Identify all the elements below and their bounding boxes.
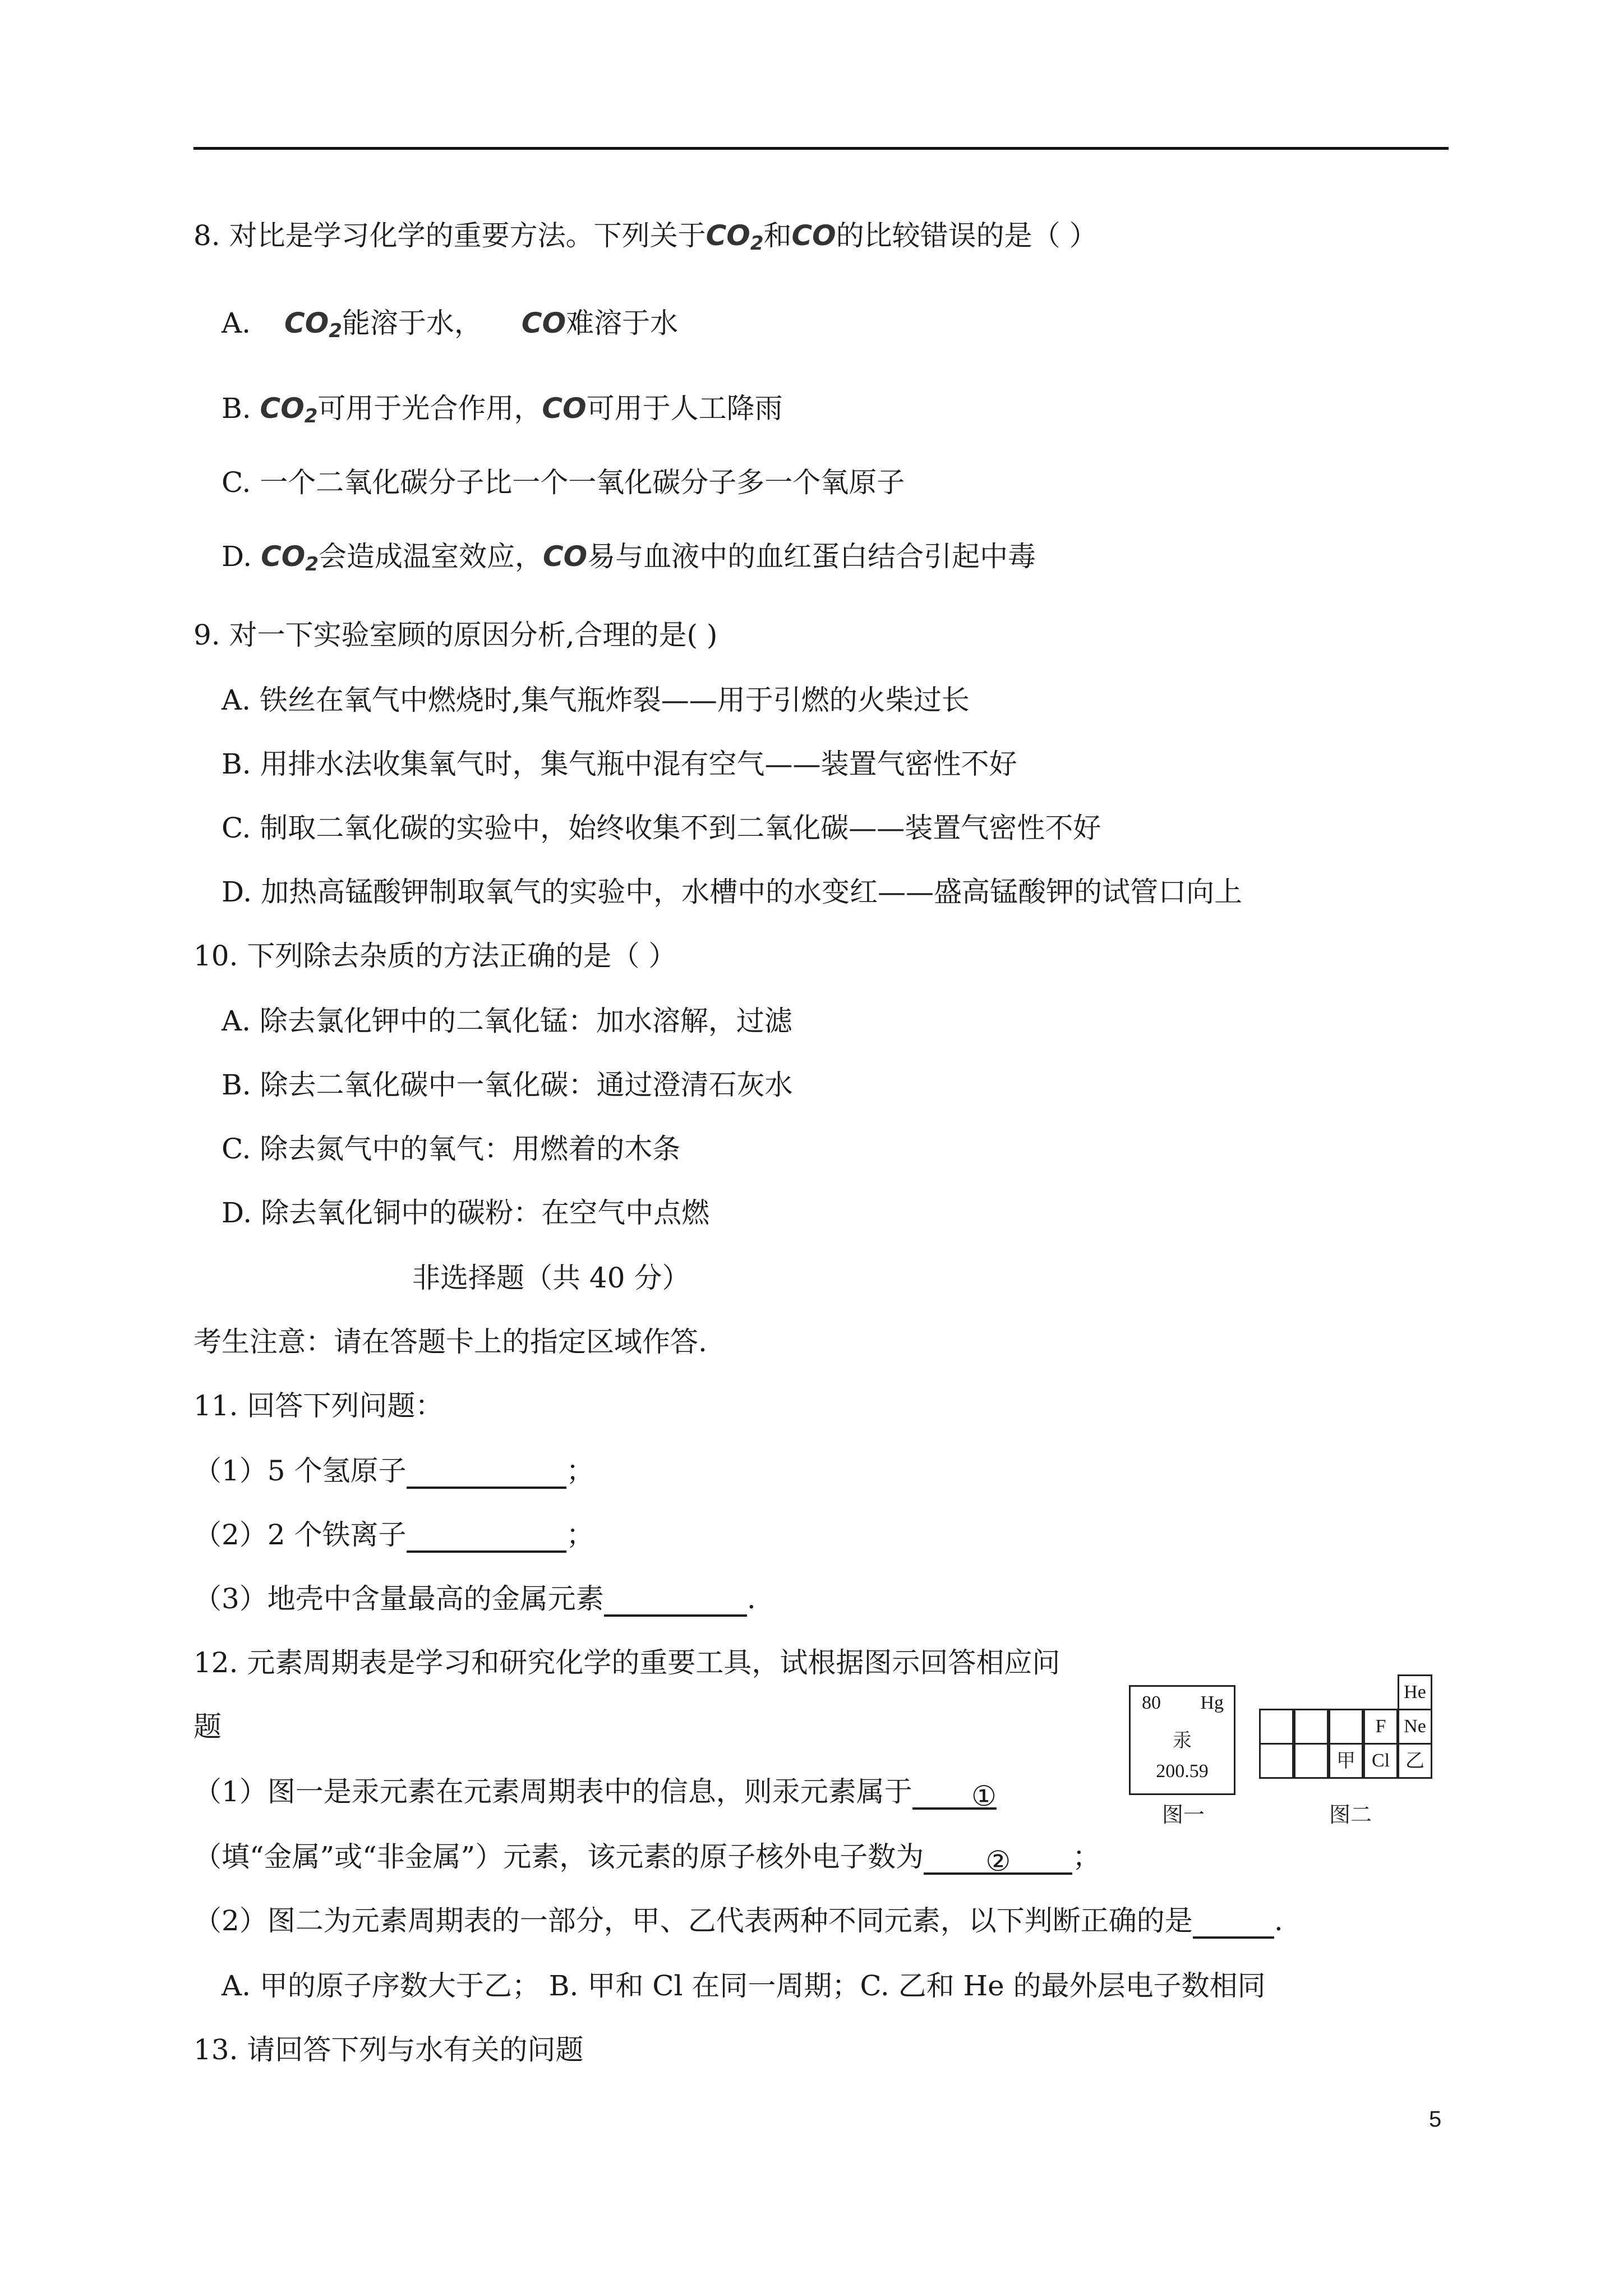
q12-part-2: （2）图二为元素周期表的一部分，甲、乙代表两种不同元素，以下判断正确的是 . [193, 1903, 1283, 1939]
answer-blank[interactable] [407, 1457, 566, 1489]
answer-blank[interactable] [604, 1585, 747, 1617]
q9-option-d: D. 加热高锰酸钾制取氧气的实验中，水槽中的水变红——盛高锰酸钾的试管口向上 [222, 876, 1243, 908]
atomic-number: 80 [1142, 1692, 1161, 1713]
cell-ne: Ne [1398, 1709, 1432, 1745]
answer-blank-1[interactable]: ① [912, 1778, 997, 1810]
cell-cl: Cl [1363, 1743, 1398, 1779]
q9-stem: 9. 对一下实验室顾的原因分析,合理的是( ) [193, 619, 718, 651]
co2-formula: $CO_2$ [261, 540, 319, 576]
q8-stem [193, 218, 1098, 254]
q9-option-c: C. 制取二氧化碳的实验中，始终收集不到二氧化碳——装置气密性不好 [222, 812, 1101, 844]
figure-1-caption: 图一 [1162, 1802, 1205, 1827]
element-symbol: Hg [1200, 1692, 1224, 1713]
cell-empty [1294, 1709, 1329, 1745]
q10-option-d: D. 除去氧化铜中的碳粉：在空气中点燃 [222, 1197, 710, 1229]
q10-option-a: A. 除去氯化钾中的二氧化锰：加水溶解，过滤 [222, 1005, 792, 1037]
q11-part-1: （1）5 个氢原子 ； [193, 1453, 594, 1489]
element-name: 汞 [1173, 1731, 1192, 1751]
q8-option-a: A. $CO_2$能溶于水， CO难溶于水 [222, 307, 679, 342]
figure-1-mercury-cell [1129, 1685, 1235, 1795]
q10-option-c: C. 除去氮气中的氧气：用燃着的木条 [222, 1133, 681, 1165]
q11-stem: 11. 回答下列问题： [193, 1389, 444, 1422]
q8-option-d: D. $CO_2$会造成温室效应，CO易与血液中的血红蛋白结合引起中毒 [222, 540, 1036, 576]
q9-option-b: B. 用排水法收集氧气时，集气瓶中混有空气——装置气密性不好 [222, 748, 1017, 780]
cell-empty [1259, 1709, 1294, 1745]
q8-stem-mid: 和 [763, 219, 792, 252]
figure-2-caption: 图二 [1329, 1802, 1372, 1827]
atomic-mass: 200.59 [1156, 1761, 1209, 1782]
cell-he: He [1398, 1674, 1432, 1710]
q8-stem-post: 的比较错误的是（ ） [836, 219, 1098, 252]
q12-stem-line-1: 12. 元素周期表是学习和研究化学的重要工具，试根据图示回答相应问 [193, 1646, 1061, 1679]
answer-blank[interactable] [407, 1521, 566, 1553]
q12-options: A. 甲的原子序数大于乙； B. 甲和 Cl 在同一周期；C. 乙和 He 的最外层电子数相同 [222, 1970, 1266, 2002]
q8-option-b: B. $CO_2$可用于光合作用，CO可用于人工降雨 [222, 392, 783, 427]
q11-part-3: （3）地壳中含量最高的金属元素 . [193, 1581, 756, 1617]
q10-option-b: B. 除去二氧化碳中一氧化碳：通过澄清石灰水 [222, 1069, 793, 1101]
cell-yi: 乙 [1398, 1743, 1432, 1779]
cell-jia: 甲 [1329, 1743, 1363, 1779]
answer-blank-2[interactable]: ② [924, 1843, 1072, 1875]
page-number: 5 [1429, 2107, 1442, 2132]
section-title: 非选择题（共 40 分） [412, 1262, 690, 1294]
q13-stem: 13. 请回答下列与水有关的问题 [193, 2033, 584, 2066]
q8-stem-pre: 8. 对比是学习化学的重要方法。下列关于 [193, 219, 706, 252]
co2-formula: $CO_2$ [284, 307, 342, 342]
q11-part-2: （2）2 个铁离子 ； [193, 1517, 594, 1553]
cell-f: F [1363, 1709, 1398, 1745]
cell-empty [1329, 1709, 1363, 1745]
co-formula: CO [791, 219, 836, 252]
q8-option-c: C. 一个二氧化碳分子比一个一氧化碳分子多一个氧原子 [222, 466, 905, 499]
co-formula: CO [542, 540, 588, 573]
q9-option-a: A. 铁丝在氧气中燃烧时,集气瓶炸裂——用于引燃的火柴过长 [222, 684, 970, 716]
q10-stem: 10. 下列除去杂质的方法正确的是（ ） [193, 940, 677, 972]
header-rule [193, 147, 1449, 150]
q12-stem-line-2: 题 [193, 1710, 222, 1743]
q12-part-1-line-2: （填“金属”或“非金属”）元素，该元素的原子核外电子数为 ② ； [193, 1841, 1101, 1878]
cell-empty [1294, 1743, 1329, 1779]
section-note: 考生注意：请在答题卡上的指定区域作答. [193, 1326, 707, 1358]
co2-formula: $CO_2$ [706, 219, 764, 255]
co2-formula: $CO_2$ [260, 392, 318, 427]
co-formula: CO [542, 392, 587, 425]
q12-part-1-line-1: （1）图一是汞元素在元素周期表中的信息，则汞元素属于 ① [193, 1775, 997, 1812]
answer-blank-3[interactable] [1193, 1907, 1274, 1939]
co-formula: CO [521, 307, 566, 339]
cell-empty [1259, 1743, 1294, 1779]
